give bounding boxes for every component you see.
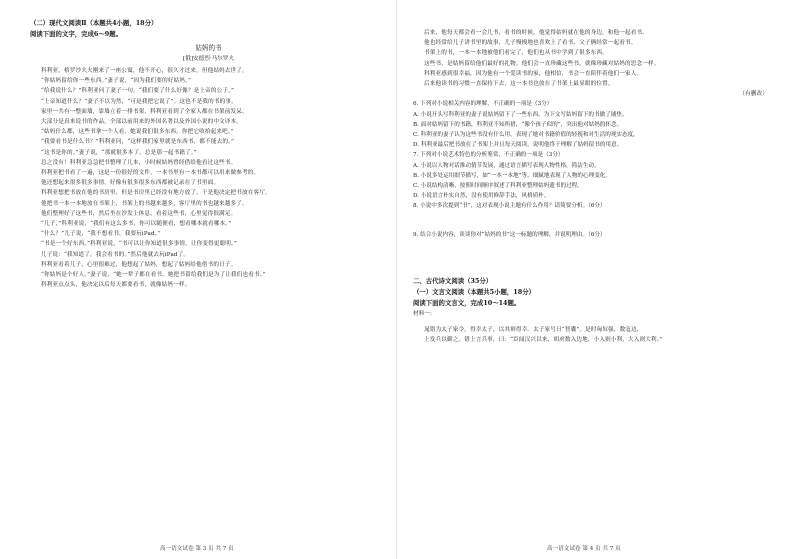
story-paragraph: 书架上的书，一本一本地被他们看完了，他们也从书中学到了很多东西。	[424, 50, 608, 57]
source-note: （有删改）	[739, 91, 768, 98]
story-paragraph: 他还想起来很多很多事情，好像有很多很多东西都被记录在了书里面。	[41, 180, 220, 187]
story-paragraph: 科利亚把书看了一遍，这是一份很好的文件，一本书里有一本书都可以用来做参考的。	[41, 170, 260, 177]
classical-text-line: 晁错为太子家令，得幸太子，以其辩得幸。太子家号曰“智囊”。是时匈奴强，数寇边，	[424, 327, 643, 334]
question-9: 9. 结合小说内容，谈谈你对“姑妈的书”这一标题的理解，并说明理由。（6分）	[413, 231, 606, 238]
story-paragraph: 后来，他每天都会看一会儿书，看书的时候，他觉得姑妈就在他的身边，和他一起看书。	[424, 30, 649, 36]
story-paragraph: 科利亚感到很幸福，因为他有一个爱读书的家，他相信，书会一直陪伴着他们一家人。	[424, 70, 643, 77]
answer-option: A. 小说开头写科利亚的妻子说姑妈留下了一些东西，为下文写姑妈留下的书做了铺垫。	[413, 111, 628, 118]
page-footer: 高一语文试卷 第 4 页 共 7 页	[547, 546, 621, 552]
right-page	[397, 0, 794, 559]
answer-option: C. 小说结构清晰，按照时间顺序叙述了科利亚整理姑妈遗书的过程。	[413, 183, 583, 190]
story-paragraph: “什么？”儿子说，“我不想看书，我要玩iPad。”	[41, 231, 161, 238]
story-paragraph: “给我说什么？”科利亚问了妻子一句，“我们要了什么好像？是上帝的公子。”	[41, 88, 235, 95]
author: [俄]安德烈·马尔罗夫	[183, 56, 234, 62]
material-text	[413, 325, 768, 345]
story-paragraph: 这些书，是姑妈留给他们最好的礼物。他们会一直珍藏这些书，就像珍藏对姑妈的思念一样。	[424, 60, 660, 67]
story-paragraph: 大部分是真来说书的作品，全部以前用来的外国名著以及外国小说的中文译本。	[41, 119, 243, 126]
story-paragraph: 总之没有！科利亚急急把书整理了几本，小时候姑妈曾经借给他看过这些书。	[41, 159, 237, 166]
question-7: 7. 下列对小说艺术特色的分析鉴赏，不正确的一项是（3分）	[413, 152, 564, 159]
story-paragraph: “你姑妈留给你一些东西。”妻子说，“因为我们要的好姑妈。”	[41, 78, 192, 85]
material-label: 材料一：	[413, 310, 436, 317]
question-6: 6. 下列对小说相关内容的理解，不正确的一项是（3分）	[413, 101, 553, 108]
story-paragraph: “你姑妈是个好人，”妻子说，“她一辈子都在看书，她把书留给我们是为了让我们也看书。”	[41, 272, 266, 279]
question-6-options	[413, 110, 768, 151]
story-title: 姑妈的书	[195, 44, 222, 52]
story-body	[30, 66, 387, 290]
story-continuation	[413, 28, 768, 79]
story-paragraph: “上帝知道什么？”妻子不以为然，“可是我把它说了”。这也不是我的书的事。	[41, 98, 237, 105]
section2-subtitle: （一）文言文阅读（本题共5小题，18分）	[413, 287, 535, 296]
story-paragraph: “书是一个好东西，”科利亚说，“书可以让你知道很多事情，让你变得更聪明。”	[41, 241, 237, 248]
answer-option: B. 小说多处运用细节描写，如“一本一本地”等，细腻地表现了人物的心理变化。	[413, 172, 611, 179]
story-paragraph: 科利亚点点头，他决定以后每天都要看书，就像姑妈一样。	[41, 282, 191, 289]
answer-option: D. 科利亚最后把书放在了书架上并且每天阅读，说明他终于理解了姑妈留书的用意。	[413, 142, 623, 149]
page-footer: 高一语文试卷 第 3 页 共 7 页	[160, 546, 234, 552]
story-paragraph: 家里一共有一整面墙，靠墙立着一排书架，科利亚看到了全家人都在书架前发呆。	[41, 108, 248, 115]
answer-option: A. 小说以人物对话推动情节发展，通过语言描写表现人物性格，简洁生动。	[413, 162, 600, 169]
story-paragraph: 科利亚，格罗沙夫夫刚来了一座公寓，他不开心，很久才过来，但他姑妈去世了。	[41, 68, 248, 74]
story-paragraph: “姑妈什么都，这些书拿一个人看，她说我们很多东西。你把它收拾起来吧。”	[41, 129, 234, 136]
answer-option: C. 科利亚的妻子认为这些书没有什么用，表现了她对书籍价值的轻视和对生活的现实态度。	[413, 132, 639, 139]
story-paragraph: “这书是你的。”妻子说，“那就很多本了，总是那一起书籍了。”	[41, 149, 197, 156]
question-8: 8. 小说中多次提到“书”，这对表现小说主题有什么作用？请简要分析。（6分）	[413, 203, 606, 210]
story-paragraph: 科利亚想把书放在他的书房里，但是书房里已经没有地方放了，于是他决定把书放在客厅。	[41, 190, 271, 197]
story-paragraph: 儿子说：“我知道了，我会看书的。”然后他就去玩iPad了。	[41, 251, 190, 258]
classical-text-line: 上发兵以御之。错上言兵事，曰：“臣闻汉兴以来，胡虏数入边地，小入则小利，大入则大利。”	[424, 337, 663, 344]
story-paragraph: 科利亚看着儿子，心里很难过，他想起了姑妈，想起了姑妈给他借书的日子。	[41, 261, 237, 268]
section2-title: 二、古代诗文阅读（35分）	[413, 276, 493, 285]
instruction: 阅读下面的文字，完成6～9题。	[30, 30, 122, 38]
section-title: （二）现代文阅读Ⅱ（本题共4小题，18分）	[30, 19, 158, 27]
story-paragraph: “儿子，”科利亚说，“我们有这么多书，你可以随便看，想看哪本就看哪本。”	[41, 221, 232, 228]
answer-option: D. 小说语言朴实自然，没有使用修辞手法，风格质朴。	[413, 193, 550, 200]
story-paragraph: 他们整理好了这些书，然后坐在沙发上休息，看着这些书，心里觉得很满足。	[41, 210, 237, 217]
story-paragraph: 他也经常给儿子讲书里的故事，儿子慢慢地也喜欢上了看书，父子俩经常一起看书。	[424, 40, 637, 47]
question-7-options	[413, 161, 768, 202]
story-paragraph: 他把书一本一本地放在书架上，书架上的书越来越多，客厅里的书也越来越多了。	[41, 200, 248, 207]
answer-option: B. 面对姑妈留下的书籍，科利亚不知所措，“像个孩子似的”，突出他对姑妈的怀念。	[413, 121, 623, 128]
section2-instruction: 阅读下面的文言文，完成10～14题。	[413, 298, 521, 307]
story-paragraph: “我要看书是什么书？”科利亚问，“这样我们家里就是东西书，都不能去的。”	[41, 139, 235, 146]
closing-paragraph: 后来他读书的习惯一直保持下去，这一本书也放在了书架上最显眼的位置。	[424, 81, 614, 88]
